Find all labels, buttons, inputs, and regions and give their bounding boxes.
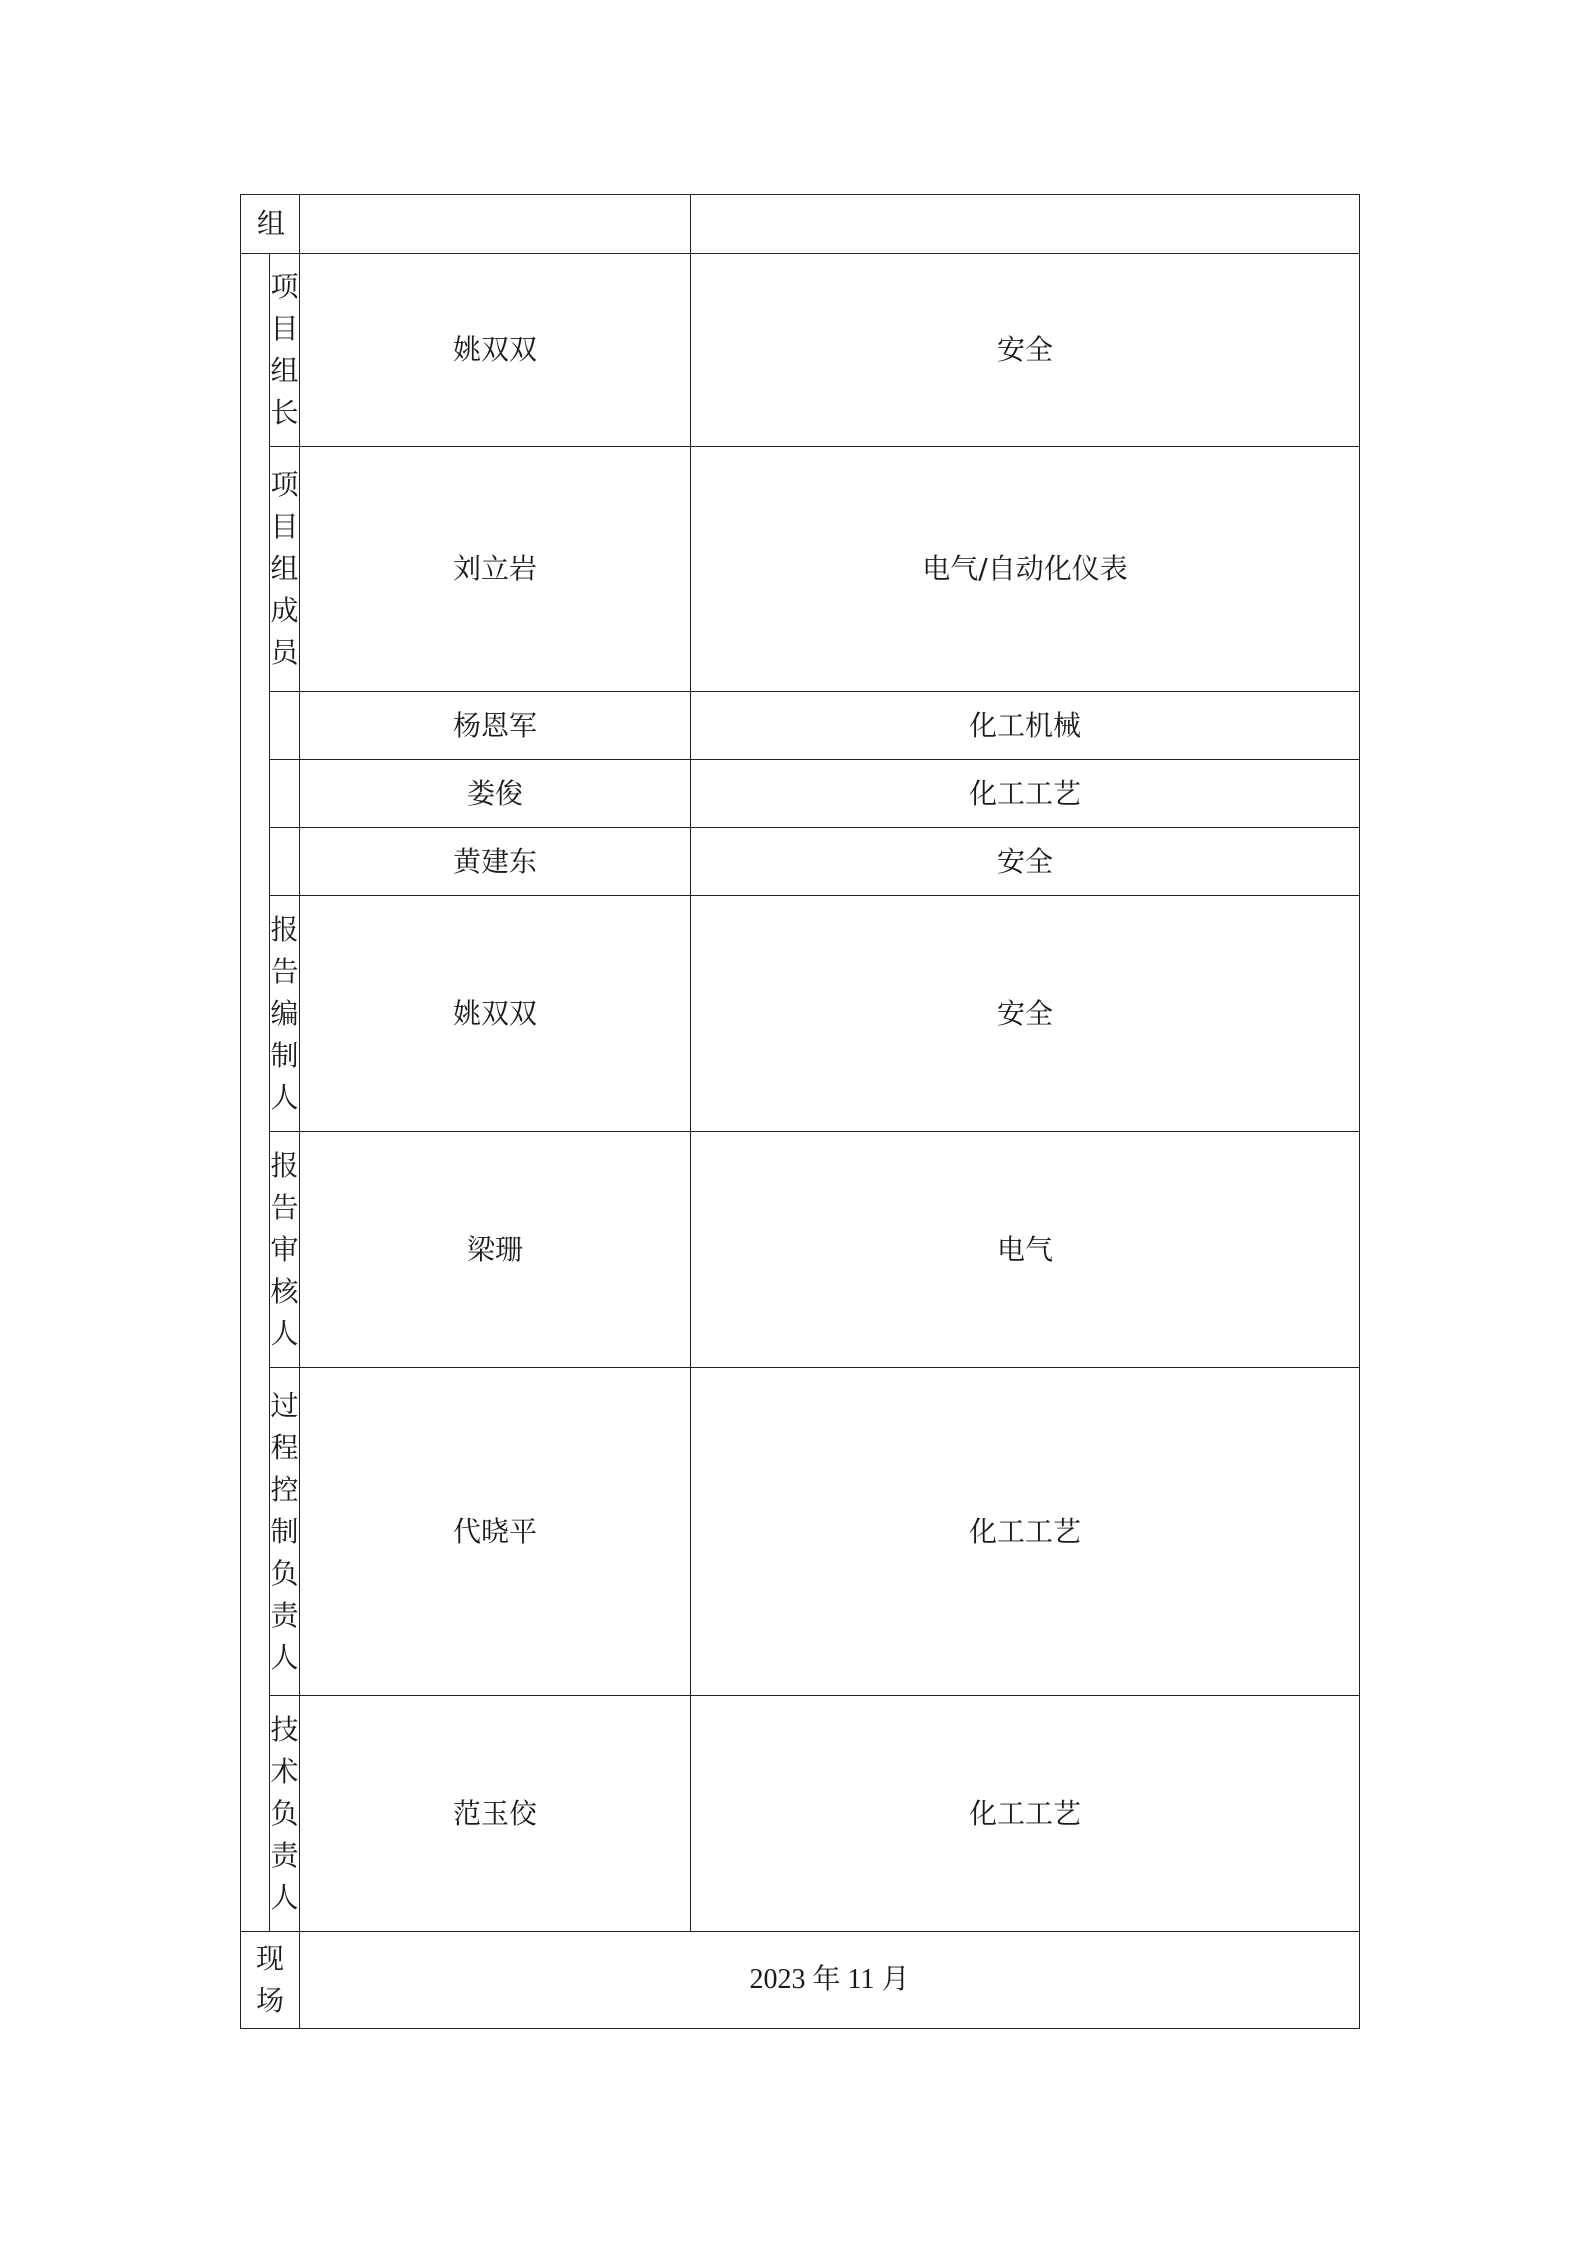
role-label: 技术负责人 bbox=[270, 1712, 299, 1914]
role-label: 项目组成员 bbox=[270, 468, 299, 669]
member-name: 姚双双 bbox=[300, 254, 691, 447]
member-specialty: 安全 bbox=[691, 828, 1360, 896]
member-name: 梁珊 bbox=[300, 1132, 691, 1368]
member-name: 范玉佼 bbox=[300, 1696, 691, 1932]
role-label: 项目组长 bbox=[270, 270, 299, 429]
role-cell bbox=[270, 1368, 300, 1696]
member-name: 黄建东 bbox=[300, 828, 691, 896]
role-cell bbox=[270, 760, 300, 828]
group-fragment-cell bbox=[241, 195, 300, 254]
empty-specialty-cell bbox=[691, 195, 1360, 254]
member-specialty: 安全 bbox=[691, 896, 1360, 1132]
table-row-onsite bbox=[241, 1932, 1360, 2029]
empty-name-cell bbox=[300, 195, 691, 254]
member-specialty: 电气/自动化仪表 bbox=[691, 447, 1360, 692]
table-row bbox=[241, 447, 1360, 692]
member-name: 代晓平 bbox=[300, 1368, 691, 1696]
role-cell bbox=[270, 447, 300, 692]
member-name: 娄俊 bbox=[300, 760, 691, 828]
group-fragment-label: 组 bbox=[257, 207, 286, 240]
role-cell bbox=[270, 1696, 300, 1932]
member-specialty: 化工机械 bbox=[691, 692, 1360, 760]
role-label: 报告编制人 bbox=[270, 912, 299, 1114]
member-name: 刘立岩 bbox=[300, 447, 691, 692]
member-specialty: 安全 bbox=[691, 254, 1360, 447]
role-label: 过程控制负责人 bbox=[270, 1388, 299, 1674]
member-name: 姚双双 bbox=[300, 896, 691, 1132]
table-row bbox=[241, 760, 1360, 828]
member-name: 杨恩军 bbox=[300, 692, 691, 760]
table-row bbox=[241, 896, 1360, 1132]
project-team-table bbox=[240, 194, 1360, 2029]
role-cell bbox=[270, 828, 300, 896]
role-cell bbox=[270, 896, 300, 1132]
table-row bbox=[241, 1696, 1360, 1932]
role-label: 报告审核人 bbox=[270, 1148, 299, 1350]
role-cell bbox=[270, 1132, 300, 1368]
table-row-top bbox=[241, 195, 1360, 254]
table-row bbox=[241, 828, 1360, 896]
table-row bbox=[241, 254, 1360, 447]
table-row bbox=[241, 1132, 1360, 1368]
member-specialty: 电气 bbox=[691, 1132, 1360, 1368]
onsite-label-cell bbox=[241, 1932, 300, 2029]
table-row bbox=[241, 692, 1360, 760]
role-cell bbox=[270, 254, 300, 447]
table-row bbox=[241, 1368, 1360, 1696]
member-specialty: 化工工艺 bbox=[691, 1368, 1360, 1696]
outer-margin-cell bbox=[241, 254, 270, 1932]
member-specialty: 化工工艺 bbox=[691, 760, 1360, 828]
role-cell bbox=[270, 692, 300, 760]
member-specialty: 化工工艺 bbox=[691, 1696, 1360, 1932]
onsite-label: 现场 bbox=[256, 1942, 285, 2017]
onsite-date: 2023 年 11 月 bbox=[300, 1932, 1360, 2029]
